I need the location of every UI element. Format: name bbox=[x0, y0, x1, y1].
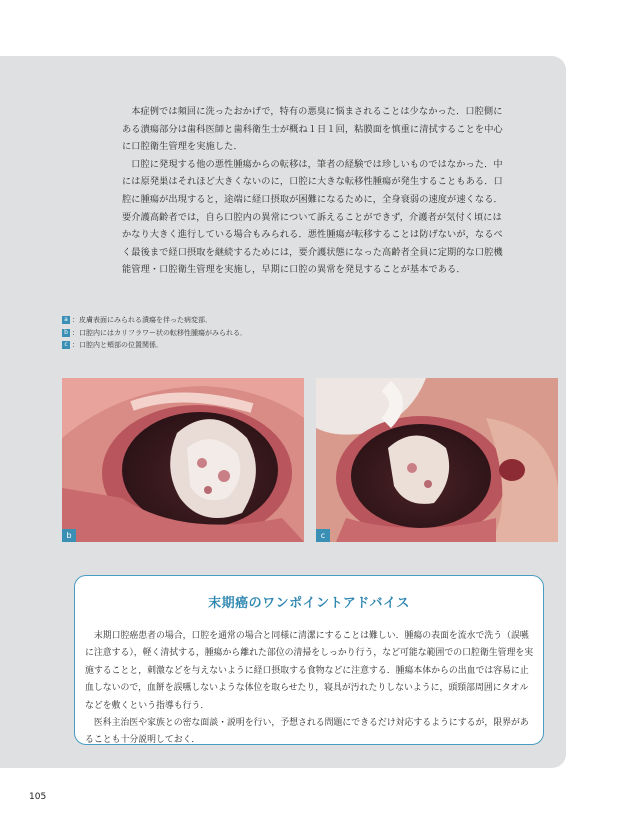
body-paragraph: 本症例では頻回に洗ったおかげで，特有の悪臭に悩まされることは少なかった．口腔側にある潰瘍部分は歯科医師と歯科衛生士が概ね１日１回，粘膜面を慎重に清拭することを中心に口腔衛生管理を実施した． bbox=[122, 106, 503, 153]
caption-tag: c bbox=[62, 341, 70, 349]
caption-c bbox=[62, 339, 247, 352]
advice-paragraph: 医科主治医や家族との密な面談・説明を行い，予想される問題にできるだけ対応するようにするが，限界があることも十分説明しておく． bbox=[85, 718, 529, 746]
body-text bbox=[122, 103, 508, 279]
caption-text: ：皮膚表面にみられる潰瘍を伴った病変部． bbox=[72, 316, 212, 324]
caption-text: ：口腔内にはカリフラワー状の転移性腫瘍がみられる． bbox=[72, 328, 247, 337]
advice-title: 末期癌のワンポイントアドバイス bbox=[208, 596, 410, 611]
photo-label: c bbox=[316, 529, 330, 542]
advice-body bbox=[85, 628, 535, 750]
caption-tag: a bbox=[62, 316, 70, 324]
figure-captions bbox=[62, 314, 247, 352]
page-number: 105 bbox=[29, 792, 47, 802]
caption-text: ：口腔内と頬部の位置関係． bbox=[72, 341, 163, 349]
caption-a bbox=[62, 314, 247, 327]
intraoral-cheek-photo-image bbox=[316, 378, 558, 542]
advice-box bbox=[74, 575, 544, 745]
body-paragraph: 口腔に発現する他の悪性腫瘍からの転移は，筆者の経験では珍しいものではなかった．中には原発巣はそれほど大きくないのに，口腔に大きな転移性腫瘍が発生することもある．口腔に腫瘍が出現すると，途端に経口摂取が困難になるために，全身衰弱の速度が速くなる．要介護高齢者では，自ら口腔内の異常について訴えることができず，介護者が気付く頃にはかなり大きく進行している場合もみられる．悪性腫瘍が転移することは防げないが，なるべく最後まで経口摂取を継続するためには，要介護状態になった高齢者全員に定期的な口腔機能管理・口腔衛生管理を実施し，早期に口腔の異常を発見することが基本である． bbox=[122, 158, 503, 276]
advice-paragraph: 末期口腔癌患者の場合，口腔を通常の場合と同様に清潔にすることは難しい．腫瘍の表面を流水で洗う（誤嚥に注意する），軽く清拭する，腫瘍から離れた部位の清掃をしっかり行う，など可能な範囲での口腔衛生管理を実施することと，刺激などを与えないように経口摂取する食物などに注意する．腫瘍本体からの出血では容易に止血しないので，血餅を誤嚥しないような体位を取らせたり，寝具が汚れたりしないように，頭頸部周囲にタオルなどを敷くという指導も行う． bbox=[85, 631, 534, 711]
intraoral-photo-image bbox=[62, 378, 304, 542]
caption-tag: b bbox=[62, 329, 70, 337]
photo-label: b bbox=[62, 529, 76, 542]
caption-b bbox=[62, 327, 247, 340]
photo-b bbox=[62, 378, 304, 542]
photo-c bbox=[316, 378, 558, 542]
